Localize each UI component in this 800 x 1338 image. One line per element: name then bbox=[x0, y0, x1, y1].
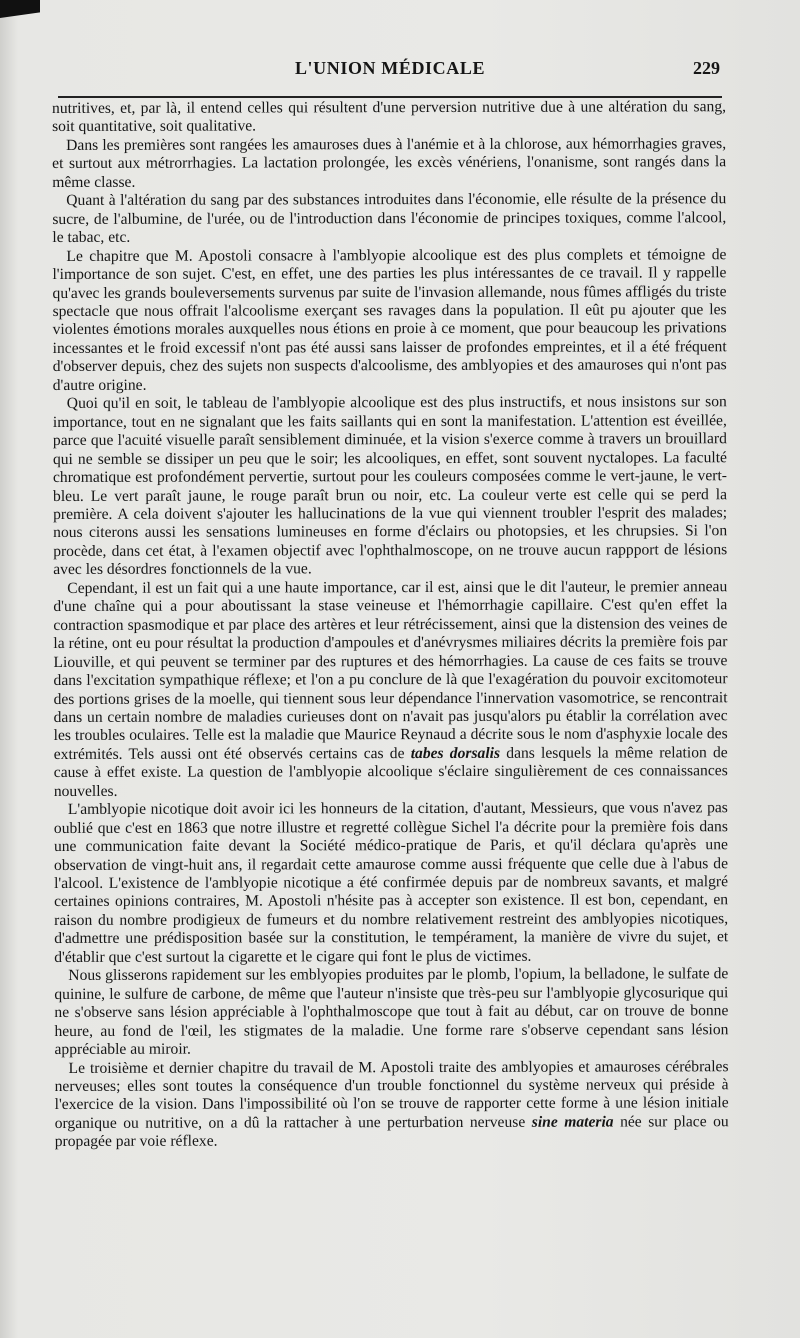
paragraph: Nous glisserons rapidement sur les emblyopies produites par le plomb, l'opium, la belladone, le sulfate de quinine, le sulfure de carbone, de même que l'auteur n'insiste que très-peu sur l'amblyopie glycosurique qui ne s'observe sans lésion appréciable à l'ophthalmoscope que tout à fait au début, car on trouve de bonne heure, au fond de l'œil, les stigmates de la maladie. Une forme rare s'observe cependant sans lésion appréciable au miroir. bbox=[54, 965, 729, 1059]
scan-corner-mark bbox=[0, 0, 40, 18]
paragraph: Le chapitre que M. Apostoli consacre à l'amblyopie alcoolique est des plus complets et témoigne de l'importance de son sujet. C'est, en effet, une des parties les plus intéressantes de ce travail. Il y rappelle qu'avec les grands bouleversements survenus par suite de l'invasion allemande, nous fûmes affligés du triste spectacle que nous offrait l'alcoolisme exerçant ses ravages dans la population. Il eût pu ajouter que les violentes émotions morales auxquelles nous étions en proie à ce moment, que pour beaucoup les privations incessantes et le froid excessif n'ont pas été aussi sans laisser de profondes empreintes, et il a été fréquent d'observer depuis, chez des sujets non suspects d'alcoolisme, des amblyopies et des amauroses qui n'ont pas d'autre origine. bbox=[52, 245, 727, 394]
article-body bbox=[52, 98, 729, 1152]
journal-title: L'UNION MÉDICALE bbox=[294, 58, 486, 78]
page-header bbox=[60, 58, 720, 88]
paragraph-text: Le troisième et dernier chapitre du travail de M. Apostoli traite des amblyopies et amauroses cérébrales nerveuses; elles sont toutes la conséquence d'un trouble fonctionnel du système nerveux qui préside à l'exercice de la vision. Dans l'impossibilité où l'on se trouve de rapporter cette forme à une lésion initiale organique ou nutritive, on a dû la rattacher à une perturbation nerveuse bbox=[54, 1057, 729, 1132]
page-number: 229 bbox=[693, 58, 720, 78]
paragraph: Quoi qu'il en soit, le tableau de l'amblyopie alcoolique est des plus instructifs, et nous insistons sur son importance, tout en ne signalant que les faits saillants qui en sont la manifestation. L'attention est éveillée, parce que l'acuité visuelle paraît sensiblement diminuée, et la vision s'exerce comme à travers un brouillard qui ne semble se dissiper un peu que le soir; les alcooliques, en effet, sont souvent nyctalopes. La faculté chromatique est profondément pervertie, surtout pour les couleurs composées comme le vert-jaune, le vert-bleu. Le vert paraît jaune, le rouge paraît brun ou noir, etc. La couleur verte est celle qui se perd la première. A cela doivent s'ajouter les hallucinations de la vue qui viennent troubler l'esprit des malades; nous citerons aussi les sensations lumineuses en forme d'éclairs ou photopsies, et les chrupsies. Si l'on procède, dans cet état, à l'examen objectif avec l'ophthalmoscope, on ne trouve aucun rappport de lésions avec les désordres fonctionnels de la vue. bbox=[52, 393, 728, 579]
paragraph-text: Cependant, il est un fait qui a une haute importance, car il est, ainsi que le dit l'auteur, le premier anneau d'une chaîne qui a pour aboutissant la stase veineuse et l'hémorrhagie capillaire. C'est qu'en effet la contraction spasmodique et par place des artères et leur rétrécissement, ainsi que la distension des veines de la rétine, ont eu pour résultat la production d'ampoules et d'anévrysmes miliaires décrits la première fois par Liouville, et qui peuvent se terminer par des ruptures et des hémorrhagies. La cause de ces faits se trouve dans l'excitation sympathique réflexe; et l'on a pu conclure de là que l'exagération du pouvoir excitomoteur des portions grises de la moelle, qui tiennent sous leur dépendance l'innervation vasomotrice, se rencontrait dans un certain nombre de maladies curieuses dont on n'avait pas jusqu'alors pu établir la corrélation avec les troubles oculaires. Telle est la maladie que Maurice Reynaud a décrite sous le nom d'asphyxie locale des extrémités. Tels aussi ont été observés certains cas de bbox=[53, 578, 728, 763]
paragraph-text: née sur place ou propagée par voie réflexe. bbox=[54, 1113, 729, 1151]
italic-term: tabes dorsalis bbox=[410, 744, 501, 762]
italic-term: sine materia bbox=[531, 1113, 614, 1131]
paragraph bbox=[55, 1058, 729, 1152]
paragraph: nutritives, et, par là, il entend celles qui résultent d'une perversion nutritive due à une altération du sang, soit quantitative, soit qualitative. bbox=[52, 98, 727, 136]
paragraph-text: dans lesquels la même relation de cause à effet existe. La question de l'amblyopie alcoolique s'éclaire singulièrement de ces connaissances nouvelles. bbox=[53, 744, 728, 800]
paragraph: L'amblyopie nicotique doit avoir ici les honneurs de la citation, d'autant, Messieurs, que vous n'avez pas oublié que c'est en 1863 que notre illustre et regretté collègue Sichel l'a décrite pour la première fois dans une communication faite devant la Société médico-pratique de Paris, et qu'il déclara qu'après une observation de vingt-huit ans, il regardait cette amaurose comme aussi fréquente que celle due à l'abus de l'alcool. L'existence de l'amblyopie nicotique a été confirmée depuis par de nombreux savants, et malgré certaines opinions contraires, M. Apostoli n'hésite pas à accepter son existence. Il est bon, cependant, en raison du nombre prodigieux de fumeurs et du nombre relativement restreint des amblyopies nicotiques, d'admettre une prédisposition basée sur la constitution, le tempérament, la manière de vivre du sujet, et d'établir que c'est surtout la cigarette et le cigare qui font le plus de victimes. bbox=[53, 799, 729, 966]
paragraph: Dans les premières sont rangées les amauroses dues à l'anémie et à la chlorose, aux hémorrhagies graves, et surtout aux métrorrhagies. La lactation prolongée, les excès vénériens, l'onanisme, sont rangés dans la même classe. bbox=[52, 135, 727, 191]
paragraph bbox=[53, 578, 728, 801]
paragraph: Quant à l'altération du sang par des substances introduites dans l'économie, elle résulte de la présence du sucre, de l'albumine, de l'urée, ou de l'introduction dans l'économie de principes toxiques, comme l'alcool, le tabac, etc. bbox=[52, 190, 727, 247]
